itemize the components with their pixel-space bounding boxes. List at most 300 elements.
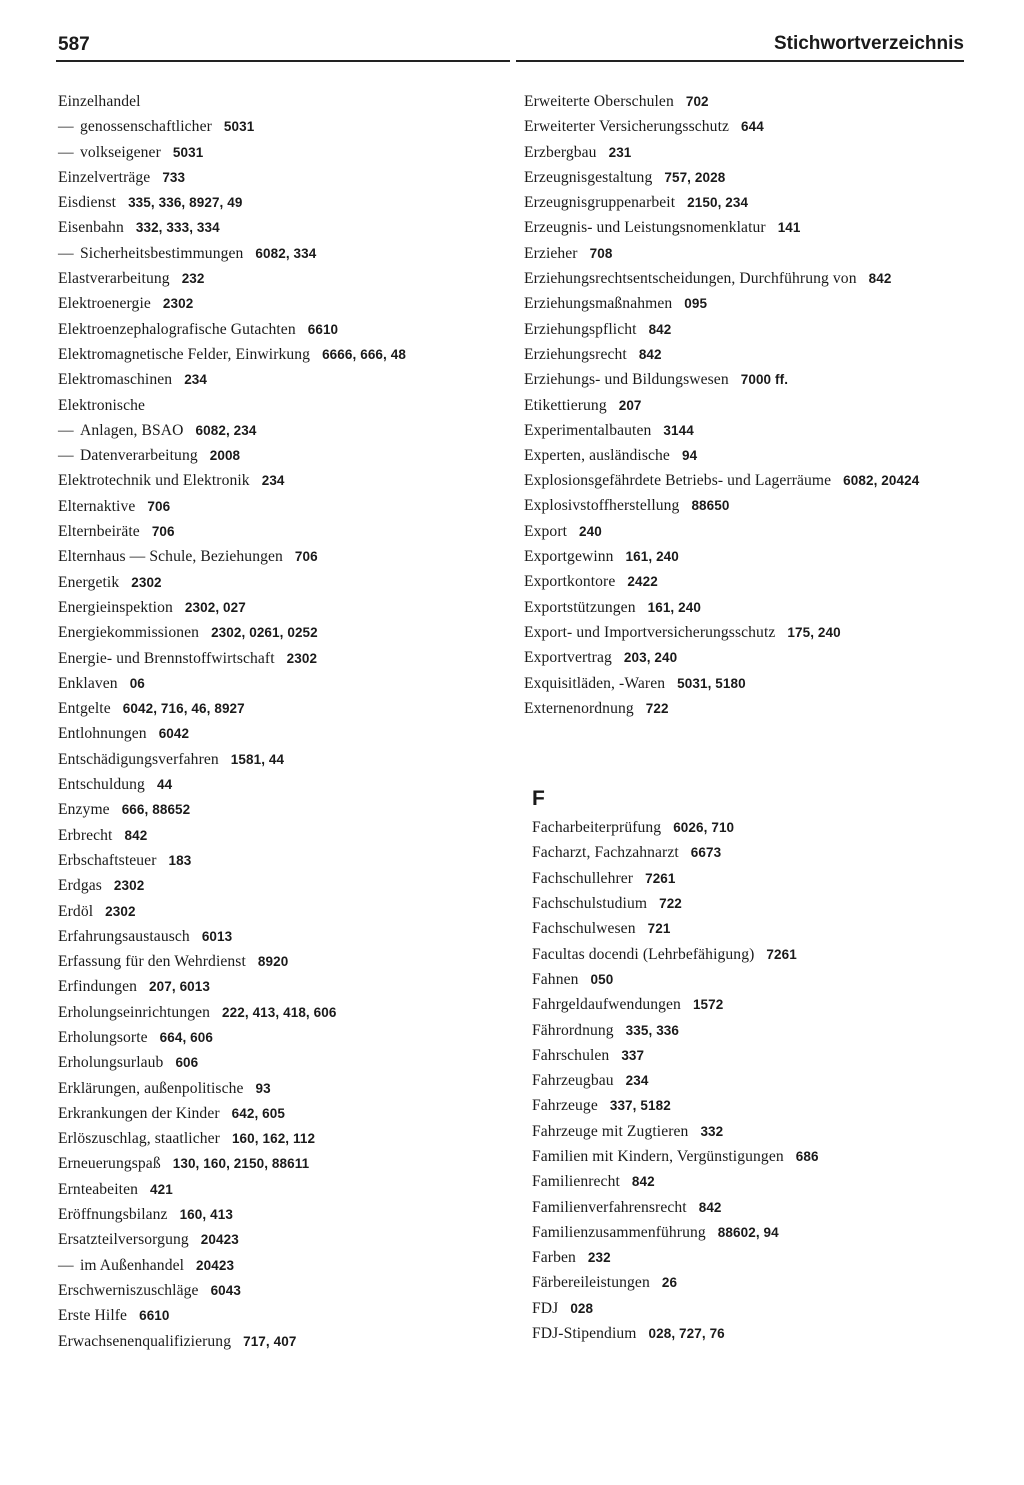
index-entry <box>524 468 974 493</box>
index-entry <box>58 1025 508 1050</box>
index-term: Elektroenzephalografische Gutachten <box>58 320 296 338</box>
index-refs: 335, 336 <box>625 1022 680 1038</box>
index-refs: 6026, 710 <box>673 820 735 836</box>
index-refs: 6082, 334 <box>255 245 317 261</box>
index-entry <box>58 1050 508 1075</box>
index-refs: 5031, 5180 <box>677 675 746 691</box>
index-term: Entschädigungsverfahren <box>58 750 219 768</box>
index-refs: 644 <box>741 119 764 135</box>
index-term: Eisdienst <box>58 194 117 212</box>
index-refs: 94 <box>681 448 698 464</box>
index-entry <box>58 1303 508 1328</box>
index-term: Färbereileistungen <box>532 1274 650 1292</box>
index-term: Erholungseinrichtungen <box>58 1003 211 1021</box>
index-term: Erschwerniszuschläge <box>58 1281 199 1299</box>
index-subentry <box>58 140 508 165</box>
index-term: Fährordnung <box>532 1021 614 1039</box>
index-refs: 6082, 20424 <box>843 473 920 489</box>
index-term: Fachschulwesen <box>532 920 636 938</box>
index-term: Eisenbahn <box>58 219 124 237</box>
index-refs: 2302 <box>105 903 136 919</box>
index-entry <box>58 367 508 392</box>
index-entry <box>58 342 508 367</box>
subentry-dash: — <box>58 143 74 161</box>
index-term: Erzbergbau <box>524 143 597 161</box>
index-term: Erkrankungen der Kinder <box>58 1104 220 1122</box>
index-term: Facultas docendi (Lehrbefähigung) <box>532 945 755 963</box>
index-entry <box>524 1245 974 1270</box>
index-entry <box>58 291 508 316</box>
index-term: Elektronische <box>58 396 146 414</box>
index-entry <box>524 1321 974 1346</box>
index-refs: 842 <box>631 1174 655 1190</box>
index-entry <box>524 1093 974 1118</box>
index-term: Elternaktive <box>58 497 136 515</box>
index-refs: 050 <box>590 971 614 987</box>
index-entry <box>524 241 974 266</box>
index-term: Erdgas <box>58 877 102 895</box>
index-refs: 234 <box>184 372 208 388</box>
index-entry <box>58 721 508 746</box>
index-term: im Außenhandel <box>80 1256 185 1274</box>
index-term: Exquisitläden, -Waren <box>524 674 666 692</box>
index-refs: 708 <box>589 245 613 261</box>
index-refs: 222, 413, 418, 606 <box>222 1004 337 1020</box>
index-entry <box>524 1119 974 1144</box>
index-refs: 721 <box>647 921 671 937</box>
index-entry <box>58 671 508 696</box>
index-term: Energetik <box>58 573 120 591</box>
index-term: Erbrecht <box>58 826 113 844</box>
index-term: Erholungsorte <box>58 1028 148 1046</box>
index-entry <box>524 992 974 1017</box>
index-entry <box>524 418 974 443</box>
index-term: Export <box>524 522 568 540</box>
index-term: Entschuldung <box>58 776 145 794</box>
subentry-dash: — <box>58 118 74 136</box>
index-refs: 1581, 44 <box>230 751 285 767</box>
index-entry <box>524 443 974 468</box>
index-entry <box>58 1227 508 1252</box>
index-entry <box>524 1169 974 1194</box>
index-term: Erholungsurlaub <box>58 1054 164 1072</box>
index-refs: 337 <box>621 1047 645 1063</box>
index-term: Fahnen <box>532 970 579 988</box>
index-refs: 2302, 0261, 0252 <box>211 625 318 641</box>
index-subentry <box>58 418 508 443</box>
index-refs: 757, 2028 <box>664 169 726 185</box>
index-subentry <box>58 241 508 266</box>
index-entry <box>524 140 974 165</box>
index-entry <box>58 570 508 595</box>
index-term: Familienzusammenführung <box>532 1223 706 1241</box>
index-term: Elastverarbeitung <box>58 270 170 288</box>
index-entry <box>58 1101 508 1126</box>
index-refs: 88650 <box>691 498 730 514</box>
index-term: volkseigener <box>80 143 161 161</box>
index-term: Datenverarbeitung <box>80 447 198 465</box>
index-term: Enzyme <box>58 801 110 819</box>
index-refs: 183 <box>168 852 192 868</box>
index-entry <box>58 317 508 342</box>
index-refs: 702 <box>685 94 709 109</box>
index-column-right <box>524 89 974 1346</box>
index-refs: 842 <box>648 321 672 337</box>
index-entry <box>524 645 974 670</box>
index-term: Ernteabeiten <box>58 1180 138 1198</box>
index-term: Erzeugnisgestaltung <box>524 168 653 186</box>
index-entry <box>58 544 508 569</box>
header-rule-right <box>516 60 964 62</box>
index-term: Elternbeiräte <box>58 523 140 541</box>
index-term: Energiekommissionen <box>58 624 200 642</box>
index-entry <box>524 891 974 916</box>
index-entry <box>524 696 974 721</box>
index-refs: 207 <box>618 397 642 413</box>
section-gap <box>524 721 974 783</box>
index-refs: 842 <box>124 827 148 843</box>
index-entry <box>524 342 974 367</box>
index-term: Exportstützungen <box>524 598 636 616</box>
index-entry <box>524 190 974 215</box>
index-refs: 842 <box>698 1199 722 1215</box>
index-refs: 232 <box>587 1250 611 1266</box>
index-term: Fahrgeldaufwendungen <box>532 996 681 1014</box>
index-term: Erziehungs- und Bildungswesen <box>524 371 729 389</box>
section-letter: F <box>532 787 545 811</box>
index-refs: 240 <box>579 523 602 539</box>
index-refs: 161, 240 <box>647 599 701 615</box>
index-term: Erziehungsrechtsentscheidungen, Durchführung von <box>524 270 857 288</box>
index-entry <box>58 1177 508 1202</box>
index-entry <box>524 620 974 645</box>
index-refs: 642, 605 <box>231 1105 286 1121</box>
index-entry <box>524 671 974 696</box>
index-entry <box>58 823 508 848</box>
index-column-left <box>58 89 508 1354</box>
index-term: Exportvertrag <box>524 649 612 667</box>
index-entry <box>58 873 508 898</box>
index-refs: 717, 407 <box>243 1333 297 1349</box>
index-entry <box>524 1270 974 1295</box>
index-refs: 26 <box>661 1275 678 1291</box>
index-refs: 337, 5182 <box>609 1098 671 1114</box>
index-term: Fahrschulen <box>532 1046 610 1064</box>
index-term: Erweiterte Oberschulen <box>524 93 674 110</box>
index-term: Familienverfahrensrecht <box>532 1198 687 1216</box>
index-term: Familienrecht <box>532 1173 620 1191</box>
index-entry <box>524 967 974 992</box>
index-term: Erbschaftsteuer <box>58 851 157 869</box>
index-entry <box>58 190 508 215</box>
header-rule-left <box>56 60 510 62</box>
index-refs: 733 <box>162 169 186 185</box>
index-term: Fahrzeuge <box>532 1097 598 1115</box>
index-refs: 06 <box>129 675 145 691</box>
index-refs: 686 <box>795 1148 819 1164</box>
index-refs: 6673 <box>690 845 722 861</box>
index-entry <box>524 317 974 342</box>
index-refs: 8920 <box>257 954 289 970</box>
index-refs: 88602, 94 <box>717 1224 779 1240</box>
index-entry <box>524 815 974 840</box>
index-refs: 231 <box>608 144 632 160</box>
index-entry <box>58 1126 508 1151</box>
index-term: Erziehungsrecht <box>524 345 627 363</box>
index-term: Explosionsgefährdete Betriebs- und Lagerräume <box>524 472 832 490</box>
index-term: Experimentalbauten <box>524 421 652 439</box>
index-entry <box>524 1296 974 1321</box>
index-refs: 7000 ff. <box>740 372 789 388</box>
index-term: Erklärungen, außenpolitische <box>58 1079 244 1097</box>
index-term: Enklaven <box>58 674 118 692</box>
index-refs: 5031 <box>172 144 204 160</box>
index-entry <box>524 840 974 865</box>
index-refs: 20423 <box>196 1257 235 1273</box>
index-refs: 6042 <box>158 726 190 742</box>
index-term: Export- und Importversicherungsschutz <box>524 623 776 641</box>
index-refs: 664, 606 <box>159 1029 214 1045</box>
index-entry <box>524 393 974 418</box>
index-entry <box>58 165 508 190</box>
index-refs: 2008 <box>209 448 241 464</box>
index-entry <box>58 519 508 544</box>
index-term: Fahrzeuge mit Zugtieren <box>532 1122 689 1140</box>
index-entry <box>58 696 508 721</box>
index-refs: 2150, 234 <box>687 195 749 211</box>
index-entry <box>58 1278 508 1303</box>
index-refs: 706 <box>147 498 171 514</box>
index-refs: 028, 727, 76 <box>648 1326 725 1342</box>
index-entry <box>524 165 974 190</box>
index-list-e-continued <box>524 89 974 721</box>
index-term: Erlöszuschlag, staatlicher <box>58 1130 220 1148</box>
index-entry <box>524 114 974 139</box>
index-refs: 606 <box>175 1055 199 1071</box>
index-refs: 722 <box>645 700 669 716</box>
index-term: Elektroenergie <box>58 295 151 313</box>
index-refs: 207, 6013 <box>149 979 211 995</box>
index-refs: 028 <box>570 1300 594 1316</box>
index-refs: 234 <box>625 1073 649 1089</box>
index-refs: 20423 <box>200 1232 239 1248</box>
index-refs: 6610 <box>139 1308 170 1324</box>
index-refs: 2302 <box>131 574 162 590</box>
index-term: Erziehungsmaßnahmen <box>524 295 673 313</box>
index-entry <box>58 848 508 873</box>
index-term: Exportkontore <box>524 573 616 591</box>
index-term: Fachschullehrer <box>532 869 634 887</box>
subentry-dash: — <box>58 244 74 262</box>
index-entry <box>58 1202 508 1227</box>
subentry-dash: — <box>58 447 74 465</box>
index-entry <box>58 620 508 645</box>
index-entry <box>58 797 508 822</box>
index-entry <box>524 1195 974 1220</box>
index-entry <box>524 916 974 941</box>
index-term: Erzeugnis- und Leistungsnomenklatur <box>524 219 766 237</box>
index-entry <box>58 1329 508 1354</box>
index-term: Erwachsenenqualifizierung <box>58 1332 232 1350</box>
index-term: Sicherheitsbestimmungen <box>80 244 244 262</box>
index-refs: 666, 88652 <box>121 802 191 818</box>
index-refs: 706 <box>294 549 318 565</box>
index-entry <box>58 646 508 671</box>
index-term: FDJ-Stipendium <box>532 1325 637 1343</box>
index-term: Erfassung für den Wehrdienst <box>58 953 246 971</box>
index-refs: 203, 240 <box>623 650 678 666</box>
index-refs: 232 <box>181 271 205 287</box>
index-refs: 2302 <box>286 650 318 666</box>
index-refs: 141 <box>777 220 801 236</box>
running-head: Stichwortverzeichnis <box>773 33 964 54</box>
index-refs: 7261 <box>766 946 797 962</box>
index-term: Erfahrungsaustausch <box>58 927 190 945</box>
index-entry <box>524 1043 974 1068</box>
index-refs: 706 <box>151 524 175 540</box>
index-refs: 6082, 234 <box>195 422 257 438</box>
index-entry <box>524 493 974 518</box>
index-refs: 6042, 716, 46, 8927 <box>122 701 245 717</box>
index-refs: 234 <box>261 473 285 489</box>
index-term: Facharbeiterprüfung <box>532 819 662 837</box>
index-refs: 3144 <box>663 422 694 438</box>
index-term: Experten, ausländische <box>524 447 670 465</box>
index-entry <box>58 1000 508 1025</box>
index-entry <box>524 595 974 620</box>
index-entry <box>58 1151 508 1176</box>
index-refs: 332, 333, 334 <box>135 220 220 236</box>
index-term: Farben <box>532 1249 576 1267</box>
index-subentry <box>58 443 508 468</box>
index-term: Einzelhandel <box>58 93 141 110</box>
index-refs: 095 <box>684 296 708 312</box>
index-entry <box>524 215 974 240</box>
index-refs: 722 <box>659 896 682 912</box>
index-entry <box>524 866 974 891</box>
index-refs: 421 <box>150 1181 173 1197</box>
index-entry <box>58 494 508 519</box>
index-subentry <box>58 114 508 139</box>
index-term: Erziehungspflicht <box>524 320 637 338</box>
index-term: Energie- und Brennstoffwirtschaft <box>58 649 275 667</box>
index-refs: 160, 162, 112 <box>231 1131 316 1147</box>
index-term: Erzeugnisgruppenarbeit <box>524 194 676 212</box>
index-entry <box>524 89 974 114</box>
index-entry <box>58 949 508 974</box>
index-term: Eröffnungsbilanz <box>58 1206 168 1224</box>
index-entry <box>524 1220 974 1245</box>
index-term: Erfindungen <box>58 978 138 996</box>
index-entry <box>58 89 508 114</box>
index-term: Elektromagnetische Felder, Einwirkung <box>58 345 311 363</box>
index-entry <box>58 468 508 493</box>
index-term: Fahrzeugbau <box>532 1072 614 1090</box>
index-entry <box>58 924 508 949</box>
index-refs: 6013 <box>201 928 233 944</box>
index-term: Entgelte <box>58 700 111 718</box>
index-entry <box>58 974 508 999</box>
index-entry <box>524 1144 974 1169</box>
index-refs: 335, 336, 8927, 49 <box>128 195 243 211</box>
index-entry <box>524 266 974 291</box>
index-refs: 130, 160, 2150, 88611 <box>172 1156 310 1172</box>
subentry-dash: — <box>58 1256 74 1274</box>
index-entry <box>58 393 508 418</box>
index-term: Erweiterter Versicherungsschutz <box>524 118 730 136</box>
subentry-dash: — <box>58 421 74 439</box>
index-refs: 6043 <box>210 1282 241 1298</box>
index-refs: 6666, 666, 48 <box>322 346 406 362</box>
index-term: Erneuerungspaß <box>58 1155 161 1173</box>
index-refs: 6610 <box>307 321 339 337</box>
index-term: Elektromaschinen <box>58 371 173 389</box>
index-term: Etikettierung <box>524 396 607 414</box>
index-entry <box>58 595 508 620</box>
index-refs: 44 <box>156 777 173 793</box>
index-term: Elternhaus — Schule, Beziehungen <box>58 548 283 566</box>
index-term: Erste Hilfe <box>58 1307 128 1325</box>
index-entry <box>58 899 508 924</box>
index-refs: 175, 240 <box>787 624 841 640</box>
index-refs: 2422 <box>627 574 658 590</box>
index-entry <box>524 1018 974 1043</box>
index-term: Fachschulstudium <box>532 895 648 913</box>
index-entry <box>58 266 508 291</box>
index-term: Einzelverträge <box>58 168 151 186</box>
index-term: Anlagen, BSAO <box>80 421 184 439</box>
index-refs: 2302 <box>113 878 145 894</box>
index-entry <box>524 367 974 392</box>
index-entry <box>58 747 508 772</box>
index-entry <box>524 1068 974 1093</box>
index-term: Facharzt, Fachzahnarzt <box>532 844 679 862</box>
index-refs: 332 <box>700 1123 724 1139</box>
index-list-f <box>524 815 974 1346</box>
index-term: Exportgewinn <box>524 548 614 566</box>
index-refs: 842 <box>868 271 892 287</box>
index-entry <box>58 772 508 797</box>
index-refs: 842 <box>638 346 662 362</box>
index-entry <box>58 1076 508 1101</box>
index-refs: 2302, 027 <box>184 599 246 615</box>
index-refs: 7261 <box>645 870 676 886</box>
page-number: 587 <box>58 34 90 55</box>
index-refs: 2302 <box>162 296 194 312</box>
index-term: Elektrotechnik und Elektronik <box>58 472 250 490</box>
index-entry <box>524 942 974 967</box>
index-subentry <box>58 1253 508 1278</box>
index-entry <box>58 215 508 240</box>
index-entry <box>524 544 974 569</box>
index-term: Erdöl <box>58 902 94 920</box>
index-term: Familien mit Kindern, Vergünstigungen <box>532 1147 784 1165</box>
index-term: Energieinspektion <box>58 598 173 616</box>
index-refs: 93 <box>255 1080 271 1096</box>
index-refs: 160, 413 <box>179 1207 233 1223</box>
index-term: genossenschaftlicher <box>80 118 212 136</box>
index-term: Explosivstoffherstellung <box>524 497 680 515</box>
index-entry <box>524 291 974 316</box>
index-term: Externenordnung <box>524 699 634 717</box>
index-refs: 5031 <box>223 119 255 135</box>
index-entry <box>524 569 974 594</box>
index-term: Ersatzteilversorgung <box>58 1231 189 1249</box>
index-term: Erzieher <box>524 244 578 262</box>
index-refs: 1572 <box>692 997 724 1013</box>
index-term: Entlohnungen <box>58 725 147 743</box>
index-term: FDJ <box>532 1299 559 1317</box>
